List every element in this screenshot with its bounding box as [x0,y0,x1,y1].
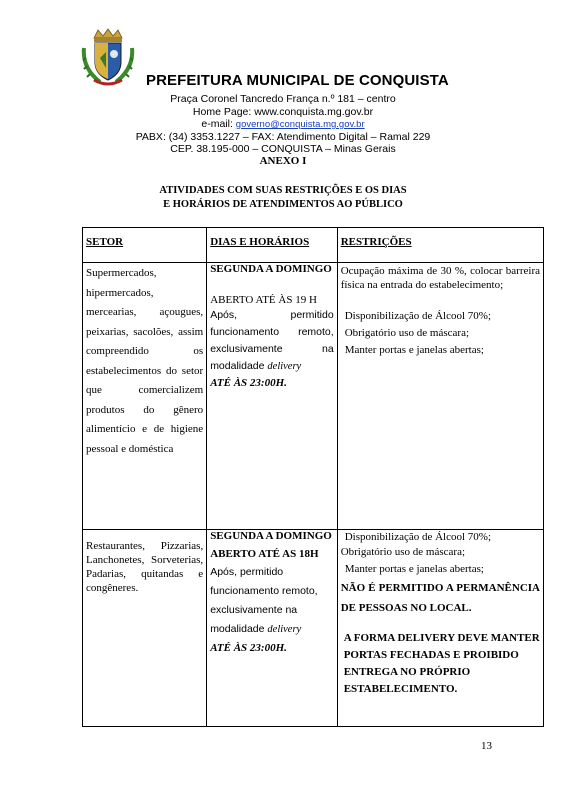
dias-until: ATÉ ÀS 23:00H. [210,377,287,389]
restricoes-cell [337,263,543,530]
setor-text: Supermercados, hipermercados, mercearias, açougues, peixarias, sacolões, assim compreendido os estabelecimentos do setor que comercializem produtos do gênero alimentício e de higiene pessoal e doméstica [86,267,204,455]
setor-cell [83,263,207,530]
restricao-item: Obrigatório uso de máscara; [340,546,466,558]
page-title: PREFEITURA MUNICIPAL DE CONQUISTA [146,72,449,89]
restricoes-cell [337,530,543,727]
dias-title: SEGUNDA A DOMINGO [210,263,332,275]
document-subtitle [0,184,566,212]
table-row [83,263,544,530]
header-address: Praça Coronel Tancredo França n.º 181 – centro [170,93,396,105]
setor-text: Restaurantes, Pizzarias, Lanchonetes, Sorveterias, Padarias, quitandas e congêneres. [86,540,204,594]
delivery-word: delivery [267,624,302,635]
restricao-item: Disponibilização de Álcool 70%; [344,531,492,543]
header-phones: PABX: (34) 3353.1227 – FAX: Atendimento Digital – Ramal 229 [135,131,431,143]
header-cep: CEP. 38.195-000 – CONQUISTA – Minas Gerais [170,143,396,155]
dias-title: SEGUNDA A DOMINGO [210,530,332,542]
table-header-row [83,228,544,263]
dias-until: ATÉ ÀS 23:00H. [210,642,287,654]
page-number: 13 [481,740,492,752]
anexo-heading: ANEXO I [259,155,307,167]
dias-open: ABERTO ATÉ AS 18H [210,548,319,560]
delivery-word: delivery [267,361,302,372]
activities-table [82,227,544,727]
restricao-item: Manter portas e janelas abertas; [344,344,484,356]
email-link[interactable]: governo@conquista.mg.gov.br [235,119,365,130]
dias-open: ABERTO ATÉ ÀS 19 H [210,294,317,306]
restricao-item: Manter portas e janelas abertas; [344,563,484,575]
header-email-line [0,118,566,130]
setor-cell [83,530,207,727]
header-restricoes: RESTRIÇÕES [337,228,543,263]
restricao-bold-item: NÃO É PERMITIDO A PERMANÊNCIA DE PESSOAS NO LOCAL. [340,582,540,614]
restricao-item: Obrigatório uso de máscara; [344,327,470,339]
table-row [83,530,544,727]
subtitle-line-2: E HORÁRIOS DE ATENDIMENTOS AO PÚBLICO [163,199,403,210]
dias-cell [207,263,338,530]
restricao-item: Ocupação máxima de 30 %, colocar barreira física na entrada do estabelecimento; [340,265,540,291]
header-homepage: Home Page: www.conquista.mg.gov.br [192,106,374,118]
restricao-item: Disponibilização de Álcool 70%; [344,310,492,322]
municipal-crest-icon [80,28,136,90]
email-label: e-mail: [201,118,236,130]
dias-remote: Após, permitido funcionamento remoto, exclusivamente na modalidade delivery [210,566,318,635]
header-setor: SETOR [83,228,207,263]
dias-remote: Após, permitido funcionamento remoto, exclusivamente na modalidade delivery [210,309,334,372]
dias-cell [207,530,338,727]
header-dias-horarios: DIAS E HORÁRIOS [207,228,338,263]
restricao-bold-item: A FORMA DELIVERY DEVE MANTER PORTAS FECHADAS E PROIBIDO ENTREGA NO PRÓPRIO ESTABELECIMENTO. [343,632,540,695]
subtitle-line-1: ATIVIDADES COM SUAS RESTRIÇÕES E OS DIAS [159,185,407,196]
